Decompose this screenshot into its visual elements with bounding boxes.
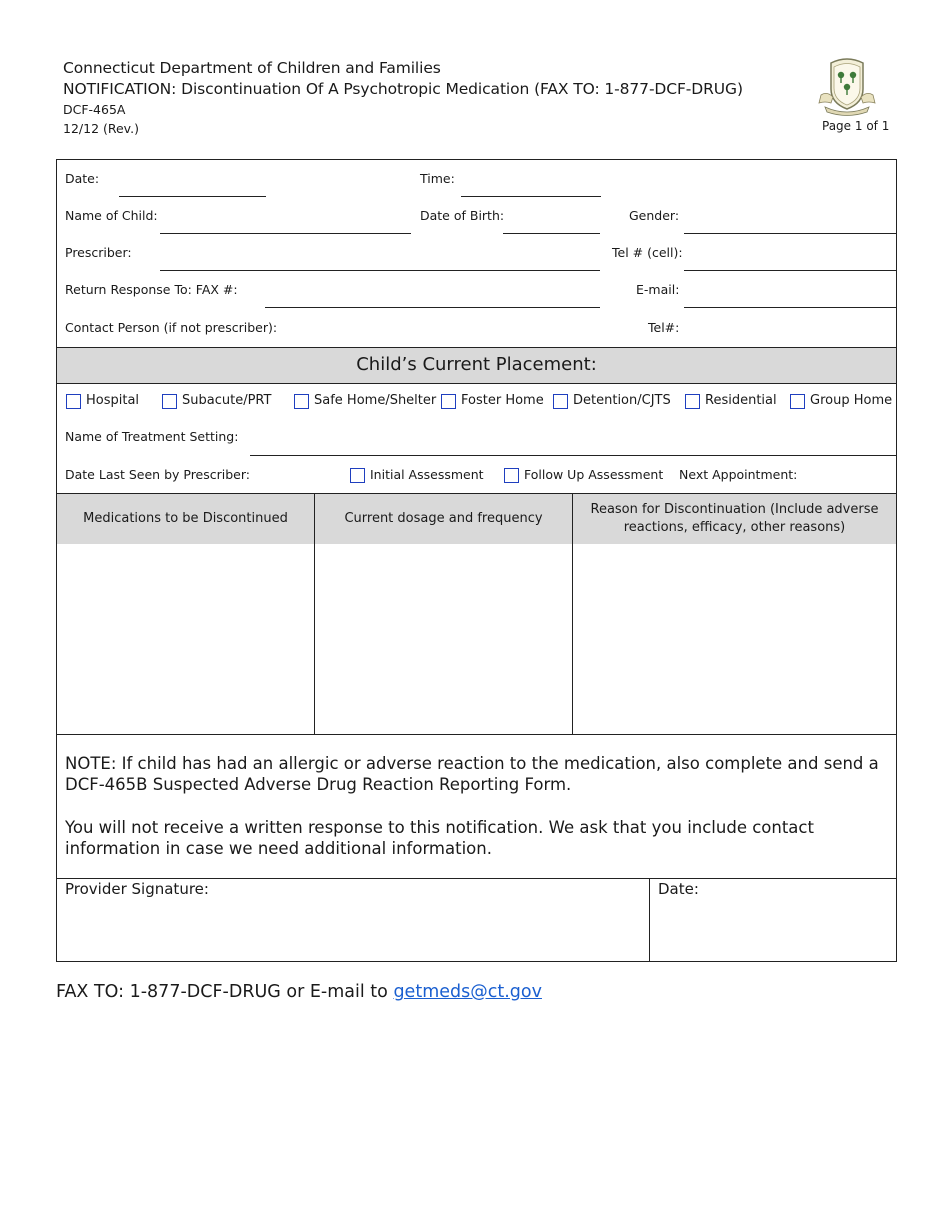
note-section — [65, 753, 890, 859]
dob-field[interactable] — [503, 233, 600, 234]
time-field[interactable] — [461, 196, 601, 197]
date-field[interactable] — [119, 196, 266, 197]
initial-assessment-checkbox[interactable] — [350, 468, 365, 483]
prescriber-field[interactable] — [160, 270, 600, 271]
reason-column-header: Reason for Discontinuation (Include adverse reactions, efficacy, other reasons) — [573, 494, 896, 544]
residential-label: Residential — [705, 393, 777, 408]
treatment-setting-field[interactable] — [250, 455, 896, 456]
hospital-checkbox[interactable] — [66, 394, 81, 409]
email-label: E-mail: — [636, 282, 680, 297]
email-link[interactable]: getmeds@ct.gov — [393, 982, 542, 1002]
reason-entry-cell[interactable] — [573, 544, 896, 734]
subacute-label: Subacute/PRT — [182, 393, 272, 408]
safe-home-label: Safe Home/Shelter — [314, 393, 437, 408]
safe-home-checkbox[interactable] — [294, 394, 309, 409]
no-response-note: You will not receive a written response to this notification. We ask that you include contact information in case we need additional information. — [65, 818, 814, 858]
detention-checkbox[interactable] — [553, 394, 568, 409]
time-label: Time: — [420, 171, 455, 186]
footer-fax-text: FAX TO: 1-877-DCF-DRUG or E-mail to — [56, 982, 388, 1002]
contact-person-label: Contact Person (if not prescriber): — [65, 320, 278, 335]
dosage-column-header: Current dosage and frequency — [315, 494, 572, 544]
return-fax-label: Return Response To: FAX #: — [65, 282, 238, 297]
date-last-seen-label: Date Last Seen by Prescriber: — [65, 467, 251, 482]
return-fax-field[interactable] — [265, 307, 600, 308]
placement-title: Child’s Current Placement: — [356, 354, 597, 375]
adverse-reaction-note: NOTE: If child has had an allergic or adverse reaction to the medication, also complete and send a DCF-465B Suspected Adverse Drug Reaction Reporting Form. — [65, 754, 879, 794]
page-number: Page 1 of 1 — [822, 119, 890, 133]
footer-contact — [56, 982, 542, 1002]
group-home-checkbox[interactable] — [790, 394, 805, 409]
form-header — [63, 58, 743, 138]
follow-up-label: Follow Up Assessment — [524, 467, 664, 482]
email-field[interactable] — [684, 307, 896, 308]
tel-label: Tel#: — [648, 320, 680, 335]
foster-home-label: Foster Home — [461, 393, 544, 408]
detention-label: Detention/CJTS — [573, 393, 671, 408]
connecticut-seal-icon — [817, 55, 877, 117]
date-label: Date: — [65, 171, 100, 186]
prescriber-label: Prescriber: — [65, 245, 132, 260]
child-name-field[interactable] — [160, 233, 411, 234]
org-name: Connecticut Department of Children and Families — [63, 59, 441, 77]
form-id: DCF-465A — [63, 102, 126, 117]
form-title: NOTIFICATION: Discontinuation Of A Psychotropic Medication (FAX TO: 1-877-DCF-DRUG) — [63, 80, 743, 98]
signature-date-label: Date: — [658, 880, 699, 898]
next-appointment-label: Next Appointment: — [679, 467, 798, 482]
dob-label: Date of Birth: — [420, 208, 505, 223]
provider-signature-label: Provider Signature: — [65, 880, 209, 898]
medications-bottom-border — [57, 734, 896, 735]
treatment-setting-label: Name of Treatment Setting: — [65, 429, 239, 444]
tel-cell-field[interactable] — [684, 270, 896, 271]
placement-section-header — [57, 347, 896, 384]
initial-assessment-label: Initial Assessment — [370, 467, 484, 482]
tel-cell-label: Tel # (cell): — [612, 245, 683, 260]
hospital-label: Hospital — [86, 393, 140, 408]
signature-date-field[interactable] — [650, 900, 896, 960]
foster-home-checkbox[interactable] — [441, 394, 456, 409]
dosage-entry-cell[interactable] — [315, 544, 572, 734]
group-home-label: Group Home — [810, 393, 893, 408]
subacute-checkbox[interactable] — [162, 394, 177, 409]
follow-up-checkbox[interactable] — [504, 468, 519, 483]
form-revision: 12/12 (Rev.) — [63, 121, 139, 136]
medications-column-header: Medications to be Discontinued — [57, 494, 314, 544]
child-name-label: Name of Child: — [65, 208, 158, 223]
signature-top-border — [57, 878, 896, 879]
provider-signature-field[interactable] — [57, 900, 649, 960]
residential-checkbox[interactable] — [685, 394, 700, 409]
medications-entry-cell[interactable] — [57, 544, 314, 734]
gender-label: Gender: — [629, 208, 680, 223]
gender-field[interactable] — [684, 233, 896, 234]
notification-form — [56, 159, 897, 962]
